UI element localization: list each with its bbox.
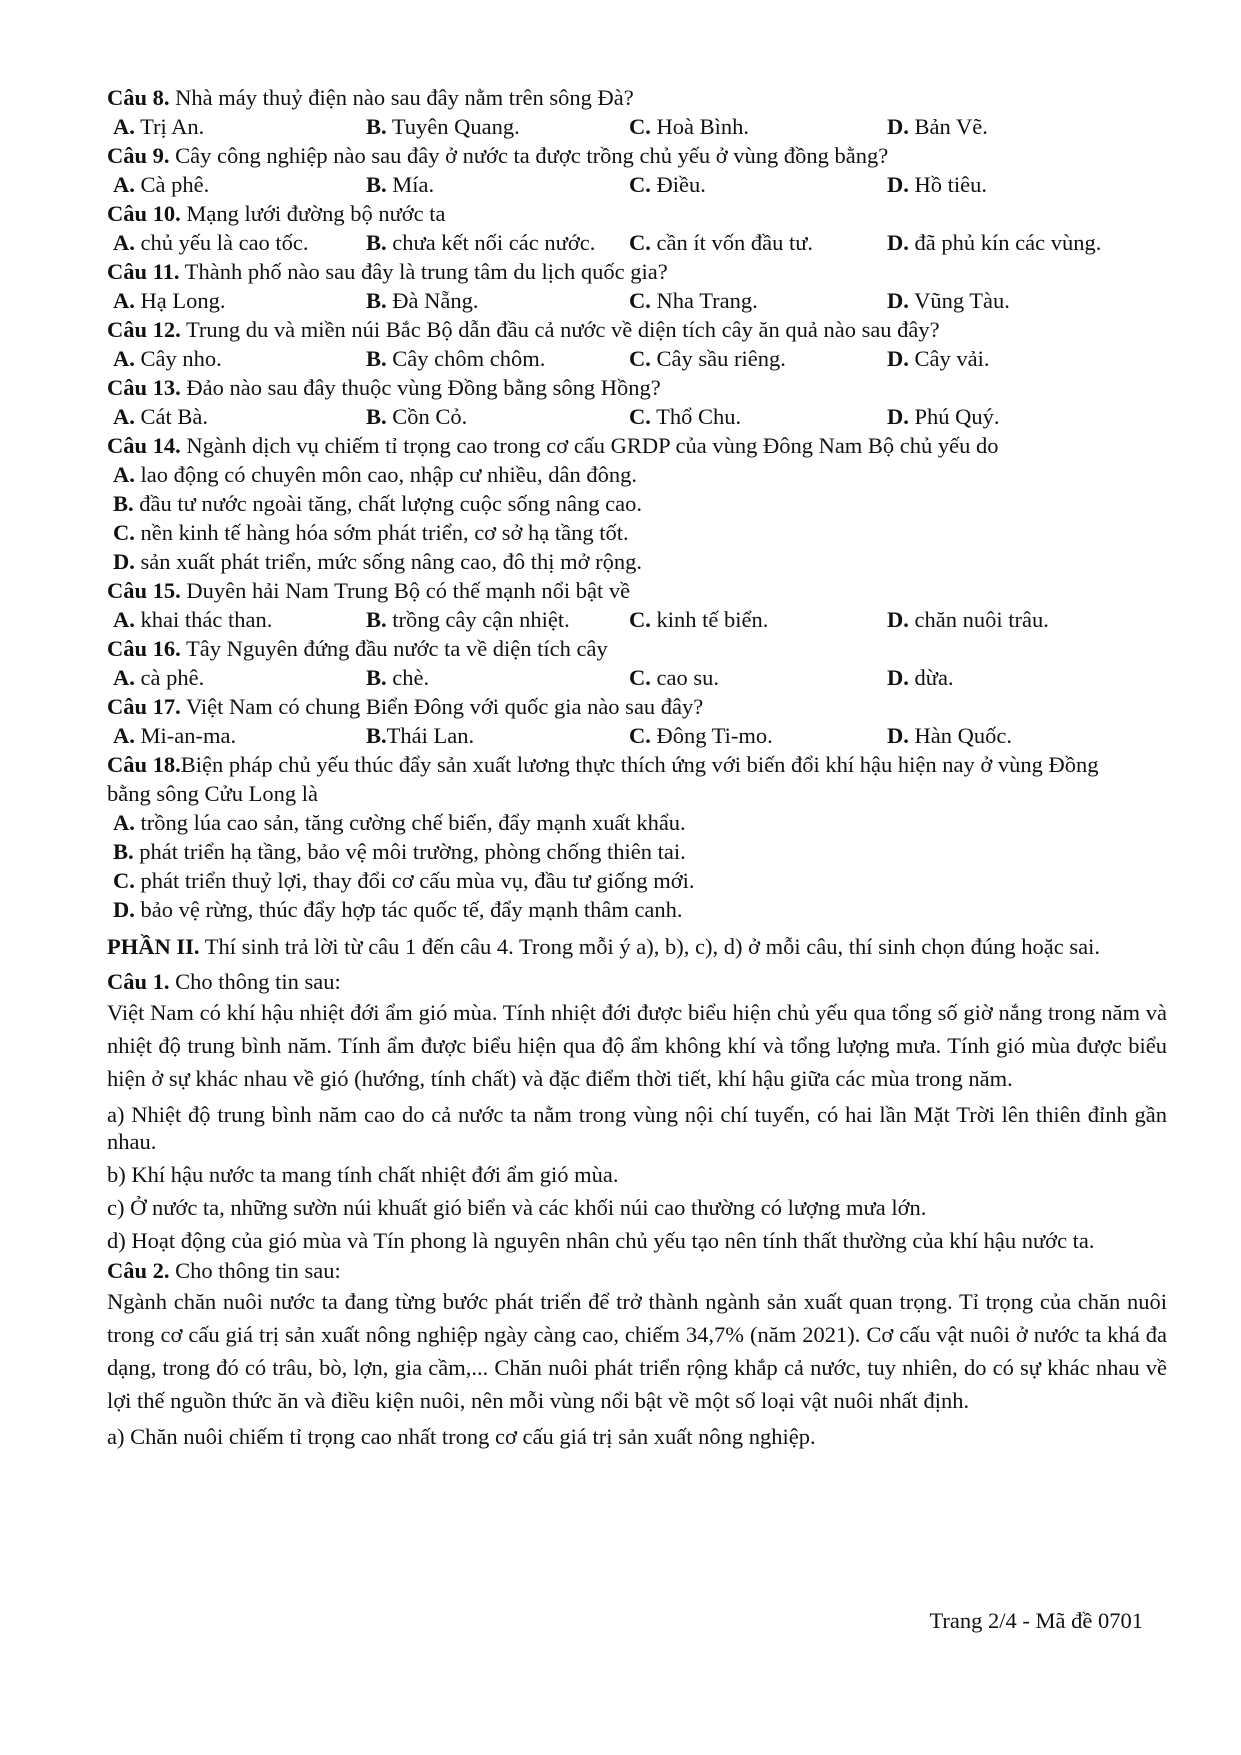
option-letter: B. (366, 172, 387, 197)
question-number: Câu 8. (107, 85, 170, 110)
question-q16 (107, 634, 1167, 692)
option-text: cà phê. (134, 665, 205, 690)
option-text: Đà Nẵng. (386, 288, 479, 313)
option-b (107, 837, 1167, 866)
option-letter: B. (366, 288, 387, 313)
question-text-continued: bằng sông Cửu Long là (107, 781, 318, 806)
option-text: Mía. (386, 172, 435, 197)
page-footer: Trang 2/4 - Mã đề 0701 (929, 1608, 1143, 1633)
multiple-choice-section (107, 83, 1167, 924)
option-letter: A. (113, 665, 135, 690)
question-number: Câu 10. (107, 201, 181, 226)
option-d (887, 605, 1049, 634)
option-c (629, 663, 887, 692)
option-letter: C. (629, 607, 651, 632)
question-number: Câu 15. (107, 578, 181, 603)
option-c (629, 228, 887, 257)
part2-question-1 (107, 967, 1167, 1254)
option-b (366, 228, 629, 257)
option-text: Mi-an-ma. (134, 723, 237, 748)
option-letter: A. (113, 172, 135, 197)
statement-b: b) Khí hậu nước ta mang tính chất nhiệt đới ẩm gió mùa. (107, 1162, 619, 1187)
options-row (107, 286, 1167, 315)
option-text: Điều. (650, 172, 706, 197)
question-q15 (107, 576, 1167, 634)
option-letter: D. (113, 897, 135, 922)
option-letter: A. (113, 230, 135, 255)
option-text: chăn nuôi trâu. (908, 607, 1049, 632)
question-stem (107, 750, 1167, 779)
option-letter: D. (113, 549, 135, 574)
option-text: trồng cây cận nhiệt. (386, 607, 570, 632)
option-d (887, 170, 987, 199)
option-text: nền kinh tế hàng hóa sớm phát triển, cơ sở hạ tầng tốt. (134, 520, 629, 545)
question-number: Câu 12. (107, 317, 181, 342)
option-d (887, 663, 954, 692)
question-text: Đảo nào sau đây thuộc vùng Đồng bằng sông Hồng? (180, 375, 661, 400)
question-q12 (107, 315, 1167, 373)
options-row (107, 663, 1167, 692)
option-d (887, 286, 1010, 315)
option-text: Vũng Tàu. (908, 288, 1010, 313)
option-text: Hạ Long. (134, 288, 226, 313)
option-a (113, 344, 366, 373)
option-letter: C. (113, 868, 135, 893)
option-letter: B. (366, 346, 387, 371)
options-row (107, 402, 1167, 431)
option-text: lao động có chuyên môn cao, nhập cư nhiều, dân đông. (134, 462, 637, 487)
option-text: Phú Quý. (908, 404, 1000, 429)
question-text: Việt Nam có chung Biển Đông với quốc gia nào sau đây? (180, 694, 704, 719)
question-number: Câu 16. (107, 636, 181, 661)
question-stem (107, 83, 1167, 112)
part2-heading (107, 932, 1167, 961)
option-d (887, 402, 1000, 431)
question-number: Câu 14. (107, 433, 181, 458)
option-letter: C. (629, 288, 651, 313)
option-text: Thổ Chu. (650, 404, 742, 429)
question-intro: Cho thông tin sau: (169, 969, 341, 994)
option-b (107, 489, 1167, 518)
question-q17 (107, 692, 1167, 750)
option-a (113, 721, 366, 750)
options-row (107, 344, 1167, 373)
question-text: Nhà máy thuỷ điện nào sau đây nằm trên sông Đà? (169, 85, 634, 110)
option-c (629, 170, 887, 199)
option-text: Trị An. (134, 114, 205, 139)
option-a (113, 286, 366, 315)
option-letter: A. (113, 288, 135, 313)
option-d (107, 547, 1167, 576)
options-row (107, 112, 1167, 141)
option-letter: C. (629, 230, 651, 255)
options-row (107, 228, 1167, 257)
option-letter: D. (887, 665, 909, 690)
option-b (366, 170, 629, 199)
option-b (366, 721, 629, 750)
option-text: đầu tư nước ngoài tăng, chất lượng cuộc sống nâng cao. (133, 491, 643, 516)
option-text: Cà phê. (134, 172, 210, 197)
option-letter: C. (629, 665, 651, 690)
option-text: Cây chôm chôm. (386, 346, 546, 371)
option-letter: D. (887, 404, 909, 429)
option-text: cao su. (650, 665, 719, 690)
question-text: Thành phố nào sau đây là trung tâm du lịch quốc gia? (179, 259, 668, 284)
question-stem (107, 141, 1167, 170)
question-stem (107, 315, 1167, 344)
option-text: phát triển thuỷ lợi, thay đổi cơ cấu mùa vụ, đầu tư giống mới. (134, 868, 695, 893)
question-text: Biện pháp chủ yếu thúc đẩy sản xuất lương thực thích ứng với biến đổi khí hậu hiện nay ở vùng Đồng (180, 752, 1099, 777)
option-a (113, 170, 366, 199)
option-a (113, 402, 366, 431)
option-letter: D. (887, 346, 909, 371)
question-text: Ngành dịch vụ chiếm tỉ trọng cao trong cơ cấu GRDP của vùng Đông Nam Bộ chủ yếu do (180, 433, 999, 458)
part2-title: PHẦN II. (107, 934, 200, 959)
option-a (113, 228, 366, 257)
statement-d: d) Hoạt động của gió mùa và Tín phong là nguyên nhân chủ yếu tạo nên tính thất thường của khí hậu nước ta. (107, 1228, 1095, 1253)
option-c (629, 721, 887, 750)
question-q10 (107, 199, 1167, 257)
option-b (366, 402, 629, 431)
option-letter: A. (113, 346, 135, 371)
option-a (107, 460, 1167, 489)
option-text: Cây vải. (908, 346, 990, 371)
option-letter: B. (366, 723, 387, 748)
option-letter: C. (113, 520, 135, 545)
option-text: Cồn Cỏ. (386, 404, 468, 429)
question-stem (107, 199, 1167, 228)
option-c (107, 518, 1167, 547)
option-text: Thái Lan. (386, 723, 475, 748)
option-c (629, 402, 887, 431)
option-a (113, 663, 366, 692)
question-stem (107, 431, 1167, 460)
options-row (107, 170, 1167, 199)
option-letter: A. (113, 723, 135, 748)
option-letter: B. (113, 491, 134, 516)
option-letter: B. (366, 114, 387, 139)
part2-question-2 (107, 1256, 1167, 1450)
question-number: Câu 13. (107, 375, 181, 400)
option-letter: A. (113, 607, 135, 632)
question-stem (107, 634, 1167, 663)
option-c (629, 286, 887, 315)
question-number: Câu 17. (107, 694, 181, 719)
option-text: chưa kết nối các nước. (386, 230, 596, 255)
option-a (113, 112, 366, 141)
option-letter: C. (629, 114, 651, 139)
option-d (887, 112, 988, 141)
question-q14 (107, 431, 1167, 576)
question-number: Câu 18. (107, 752, 181, 777)
option-letter: A. (113, 810, 135, 835)
option-letter: C. (629, 723, 651, 748)
question-q13 (107, 373, 1167, 431)
option-text: trồng lúa cao sản, tăng cường chế biến, đẩy mạnh xuất khẩu. (134, 810, 686, 835)
question-stem (107, 692, 1167, 721)
question-q18 (107, 750, 1167, 924)
passage: Việt Nam có khí hậu nhiệt đới ẩm gió mùa. Tính nhiệt đới được biểu hiện chủ yếu qua tổng số giờ nắng trong năm và nhiệt độ trung bình năm. Tính ẩm được biểu hiện qua độ ẩm không khí và tổng lượng mưa. Tính gió mùa được biểu hiện ở sự khác nhau về gió (hướng, tính chất) và đặc điểm thời tiết, khí hậu giữa các mùa trong năm. (107, 1000, 1167, 1091)
option-letter: C. (629, 346, 651, 371)
question-q8 (107, 83, 1167, 141)
option-b (366, 663, 629, 692)
question-text: Cây công nghiệp nào sau đây ở nước ta được trồng chủ yếu ở vùng đồng bằng? (169, 143, 889, 168)
option-text: dừa. (908, 665, 954, 690)
question-stem (107, 257, 1167, 286)
option-letter: B. (366, 230, 387, 255)
option-text: bảo vệ rừng, thúc đẩy hợp tác quốc tế, đẩy mạnh thâm canh. (134, 897, 683, 922)
option-letter: D. (887, 114, 909, 139)
option-letter: A. (113, 114, 135, 139)
option-d (887, 721, 1012, 750)
question-text: Tây Nguyên đứng đầu nước ta về diện tích cây (180, 636, 608, 661)
option-text: Bản Vẽ. (908, 114, 988, 139)
option-c (629, 605, 887, 634)
option-text: sản xuất phát triển, mức sống nâng cao, đô thị mở rộng. (134, 549, 642, 574)
options-row (107, 721, 1167, 750)
option-text: phát triển hạ tầng, bảo vệ môi trường, phòng chống thiên tai. (133, 839, 686, 864)
option-text: Hàn Quốc. (908, 723, 1012, 748)
options-row (107, 605, 1167, 634)
statement-a: a) Nhiệt độ trung bình năm cao do cả nước ta nằm trong vùng nội chí tuyến, có hai lần Mặt Trời lên thiên đỉnh gần nhau. (107, 1102, 1167, 1154)
option-text: chè. (386, 665, 430, 690)
option-c (629, 344, 887, 373)
option-b (366, 605, 629, 634)
passage: Ngành chăn nuôi nước ta đang từng bước phát triển để trở thành ngành sản xuất quan trọng. Tỉ trọng của chăn nuôi trong cơ cấu giá trị sản xuất nông nghiệp ngày càng cao, chiếm 34,7% (năm 2021). Cơ cấu vật nuôi ở nước ta khá đa dạng, trong đó có trâu, bò, lợn, gia cầm,... Chăn nuôi phát triển rộng khắp cả nước, tuy nhiên, do có sự khác nhau về lợi thế nguồn thức ăn và điều kiện nuôi, nên mỗi vùng nổi bật về một số loại vật nuôi nhất định. (107, 1289, 1167, 1413)
option-c (107, 866, 1167, 895)
part2-instruction: Thí sinh trả lời từ câu 1 đến câu 4. Trong mỗi ý a), b), c), d) ở mỗi câu, thí sinh chọn đúng hoặc sai. (199, 934, 1100, 959)
option-text: chủ yếu là cao tốc. (134, 230, 309, 255)
option-letter: D. (887, 230, 909, 255)
question-text: Mạng lưới đường bộ nước ta (180, 201, 446, 226)
option-letter: D. (887, 607, 909, 632)
option-text: Đông Ti-mo. (650, 723, 773, 748)
option-text: Tuyên Quang. (386, 114, 520, 139)
question-text: Trung du và miền núi Bắc Bộ dẫn đầu cả nước về diện tích cây ăn quả nào sau đây? (180, 317, 940, 342)
exam-page (107, 83, 1167, 1450)
option-letter: D. (887, 172, 909, 197)
option-letter: B. (366, 665, 387, 690)
option-d (887, 228, 1101, 257)
option-text: khai thác than. (134, 607, 273, 632)
option-letter: A. (113, 462, 135, 487)
option-letter: B. (113, 839, 134, 864)
option-text: Hồ tiêu. (908, 172, 987, 197)
option-letter: C. (629, 404, 651, 429)
option-letter: A. (113, 404, 135, 429)
option-text: Nha Trang. (650, 288, 758, 313)
question-q11 (107, 257, 1167, 315)
option-letter: D. (887, 288, 909, 313)
option-text: Hoà Bình. (650, 114, 749, 139)
question-text: Duyên hải Nam Trung Bộ có thế mạnh nổi bật về (180, 578, 631, 603)
statement-a: a) Chăn nuôi chiếm tỉ trọng cao nhất trong cơ cấu giá trị sản xuất nông nghiệp. (107, 1424, 816, 1449)
option-letter: D. (887, 723, 909, 748)
option-b (366, 344, 629, 373)
option-a (107, 808, 1167, 837)
option-d (887, 344, 989, 373)
option-letter: C. (629, 172, 651, 197)
option-text: cần ít vốn đầu tư. (650, 230, 814, 255)
question-stem (107, 373, 1167, 402)
statement-c: c) Ở nước ta, những sườn núi khuất gió biển và các khối núi cao thường có lượng mưa lớn. (107, 1195, 927, 1220)
question-number: Câu 9. (107, 143, 170, 168)
option-c (629, 112, 887, 141)
option-letter: B. (366, 404, 387, 429)
question-stem (107, 576, 1167, 605)
question-number: Câu 2. (107, 1258, 170, 1283)
option-text: đã phủ kín các vùng. (908, 230, 1102, 255)
option-d (107, 895, 1167, 924)
option-b (366, 286, 629, 315)
option-b (366, 112, 629, 141)
question-intro: Cho thông tin sau: (169, 1258, 341, 1283)
option-text: Cát Bà. (134, 404, 208, 429)
option-a (113, 605, 366, 634)
option-text: kinh tế biển. (650, 607, 769, 632)
option-text: Cây sầu riêng. (650, 346, 786, 371)
question-q9 (107, 141, 1167, 199)
question-number: Câu 11. (107, 259, 180, 284)
option-text: Cây nho. (134, 346, 222, 371)
option-letter: B. (366, 607, 387, 632)
question-number: Câu 1. (107, 969, 170, 994)
